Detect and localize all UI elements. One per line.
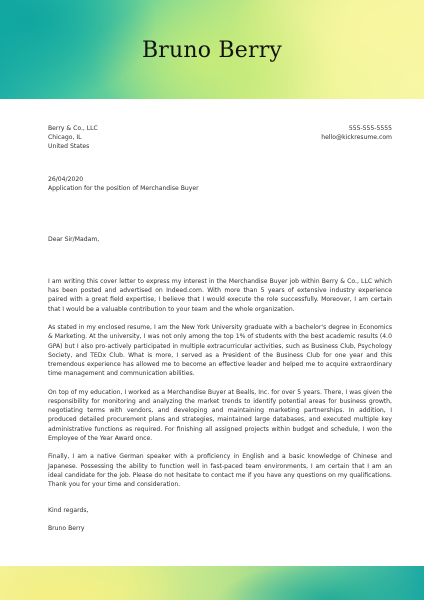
contact-info: [321, 124, 392, 142]
letter-subject: Application for the position of Merchandise Buyer: [48, 185, 199, 193]
applicant-name: Bruno Berry: [141, 38, 283, 63]
paragraph-education: As stated in my enclosed resume, I am the New York University graduate with a bachelor's degree in Economics & Marketing. At the university, I was not only among the top 1% of students with the best academic results (4.0 GPA) but I also pro-actively participated in multiple extracurricular activities, such as Business Club, Psychology Society, and TEDx Club. What is more, I served as a President of the Business Club for one year and this tremendous experience has allowed me to become an effective leader and helped me to acquire extraordinary time management and communication abilities.: [48, 324, 392, 378]
letter-date: 26/04/2020: [48, 176, 84, 183]
signature-name: Bruno Berry: [48, 525, 85, 532]
closing: Kind regards,: [48, 507, 89, 514]
letter-body: [48, 277, 392, 499]
contact-email: hello@kickresume.com: [321, 134, 392, 142]
paragraph-experience: On top of my education, I worked as a Merchandise Buyer at Bealls, Inc. for over 5 years. There, I was given the responsibility for monitoring and analyzing the market trends to identify potential areas for business growth, negotiating terms with vendors, and developing and maintaining marketing partnerships. In addition, I produced detailed procurement plans and strategies, maintained large databases, and executed multiple key administrative functions as required. For finishing all assigned projects within budget and schedule, I won the Employee of the Year Award once.: [48, 388, 392, 442]
footer-banner: [0, 566, 424, 600]
recipient-city: Chicago, IL: [48, 134, 82, 142]
paragraph-closing: Finally, I am a native German speaker with a proficiency in English and a basic knowledge of Chinese and Japanese. Possessing the ability to function well in fast-paced team environments, I am certain that I am an ideal candidate for the job. Please do not hesitate to contact me if you have any questions on my qualifications. Thank you for your time and consideration.: [48, 453, 392, 489]
salutation: Dear Sir/Madam,: [48, 236, 100, 243]
header-banner: [0, 0, 424, 99]
letter-meta: [48, 175, 199, 193]
recipient-company: Berry & Co., LLC: [48, 125, 98, 132]
recipient-address: [48, 124, 98, 152]
recipient-country: United States: [48, 143, 90, 151]
paragraph-intro: I am writing this cover letter to express my interest in the Merchandise Buyer job within Berry & Co., LLC which has been posted and advertised on Indeed.com. With more than 5 years of extensive industry experience paired with a great field expertise, I believe that I would execute the role successfully. Moreover, I am certain that I would be a valuable contribution to your team and the whole organization.: [48, 278, 392, 313]
contact-phone: 555-555-5555: [348, 125, 392, 132]
